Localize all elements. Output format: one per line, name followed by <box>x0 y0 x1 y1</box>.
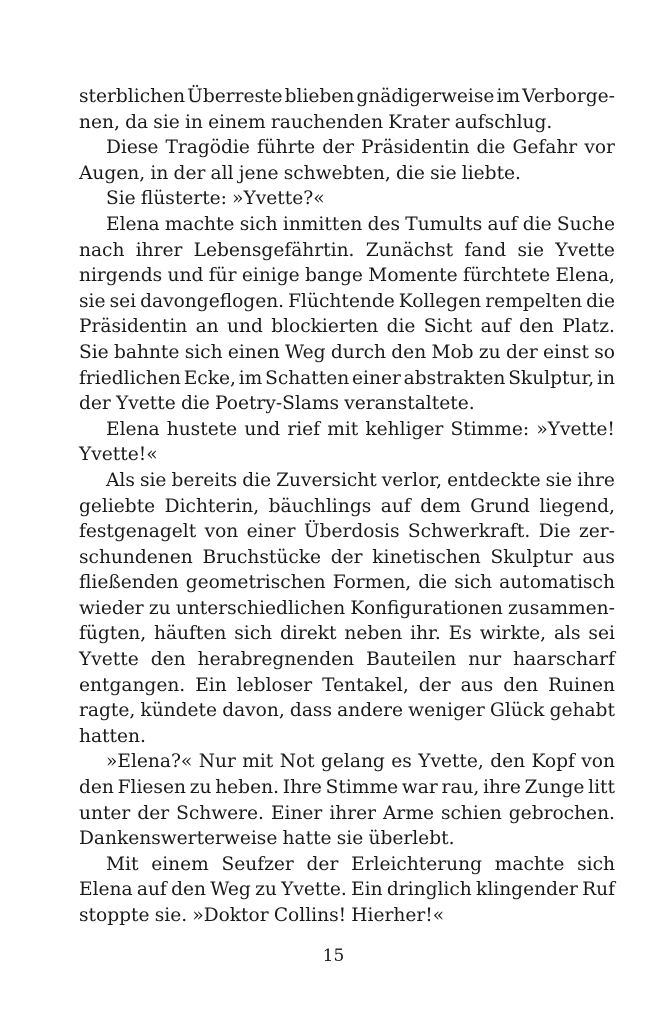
text-line: Diese Tragödie führte der Präsidentin die Gefahr vor <box>106 137 615 159</box>
paragraph <box>79 186 615 212</box>
text-line: entgangen. Ein lebloser Tentakel, der aus den Ruinen <box>79 674 615 696</box>
paragraph <box>79 852 615 929</box>
text-line: friedlichen Ecke, im Schatten einer abstrakten Skulptur, in <box>79 367 615 389</box>
text-line: schundenen Bruchstücke der kinetischen Skulptur aus <box>79 546 615 568</box>
text-line: nen, da sie in einem rauchenden Krater aufschlug. <box>79 111 553 133</box>
book-page-body <box>79 84 615 929</box>
text-line: nirgends und für einige bange Momente fürchtete Elena, <box>79 265 615 287</box>
text-line: Sie bahnte sich einen Weg durch den Mob zu der einst so <box>79 341 615 363</box>
text-line: Sie flüsterte: »Yvette?« <box>106 188 325 210</box>
text-line: Yvette!« <box>79 444 158 466</box>
text-line: den Fliesen zu heben. Ihre Stimme war rau, ihre Zunge litt <box>79 777 615 799</box>
text-line: der Yvette die Poetry-Slams veranstaltete. <box>79 393 475 415</box>
text-line: stoppte sie. »Doktor Collins! Hierher!« <box>79 905 445 926</box>
paragraph <box>79 84 615 135</box>
text-line: Yvette den herabregnenden Bauteilen nur haarscharf <box>79 649 615 671</box>
text-line: »Elena?« Nur mit Not gelang es Yvette, den Kopf von <box>106 751 615 773</box>
text-line: Präsidentin an und blockierten die Sicht auf den Platz. <box>79 316 615 338</box>
paragraph <box>79 468 615 750</box>
text-line: fließenden geometrischen Formen, die sich automatisch <box>79 572 615 594</box>
paragraph <box>79 212 615 417</box>
text-line: fügten, häuften sich direkt neben ihr. Es wirkte, als sei <box>79 623 615 645</box>
page-number: 15 <box>322 946 345 966</box>
paragraph <box>79 749 615 851</box>
text-line: unter der Schwere. Einer ihrer Arme schien gebrochen. <box>79 802 615 824</box>
text-line: festgenagelt von einer Überdosis Schwerkraft. Die zer- <box>79 521 615 543</box>
paragraph <box>79 417 615 468</box>
text-line: geliebte Dichterin, bäuchlings auf dem Grund liegend, <box>79 495 615 517</box>
text-line: wieder zu unterschiedlichen Konfigurationen zusammen- <box>79 597 615 619</box>
text-line: sterblichen Überreste blieben gnädigerweise im Verborge- <box>79 86 615 107</box>
text-line: sie sei davongeflogen. Flüchtende Kollegen rempelten die <box>79 290 615 312</box>
paragraph <box>79 135 615 186</box>
text-line: Elena hustete und rief mit kehliger Stimme: »Yvette! <box>106 418 615 440</box>
text-line: Dankenswerterweise hatte sie überlebt. <box>79 828 455 850</box>
text-line: Als sie bereits die Zuversicht verlor, entdeckte sie ihre <box>106 469 615 491</box>
text-line: Mit einem Seufzer der Erleichterung machte sich <box>106 853 615 875</box>
text-line: Elena auf den Weg zu Yvette. Ein dringlich klingender Ruf <box>79 879 615 901</box>
text-line: nach ihrer Lebensgefährtin. Zunächst fand sie Yvette <box>79 239 615 261</box>
text-line: Elena machte sich inmitten des Tumults auf die Suche <box>106 213 615 235</box>
text-line: hatten. <box>79 725 146 747</box>
text-line: Augen, in der all jene schwebten, die sie liebte. <box>79 162 521 184</box>
text-line: ragte, kündete davon, dass andere weniger Glück gehabt <box>79 700 615 722</box>
